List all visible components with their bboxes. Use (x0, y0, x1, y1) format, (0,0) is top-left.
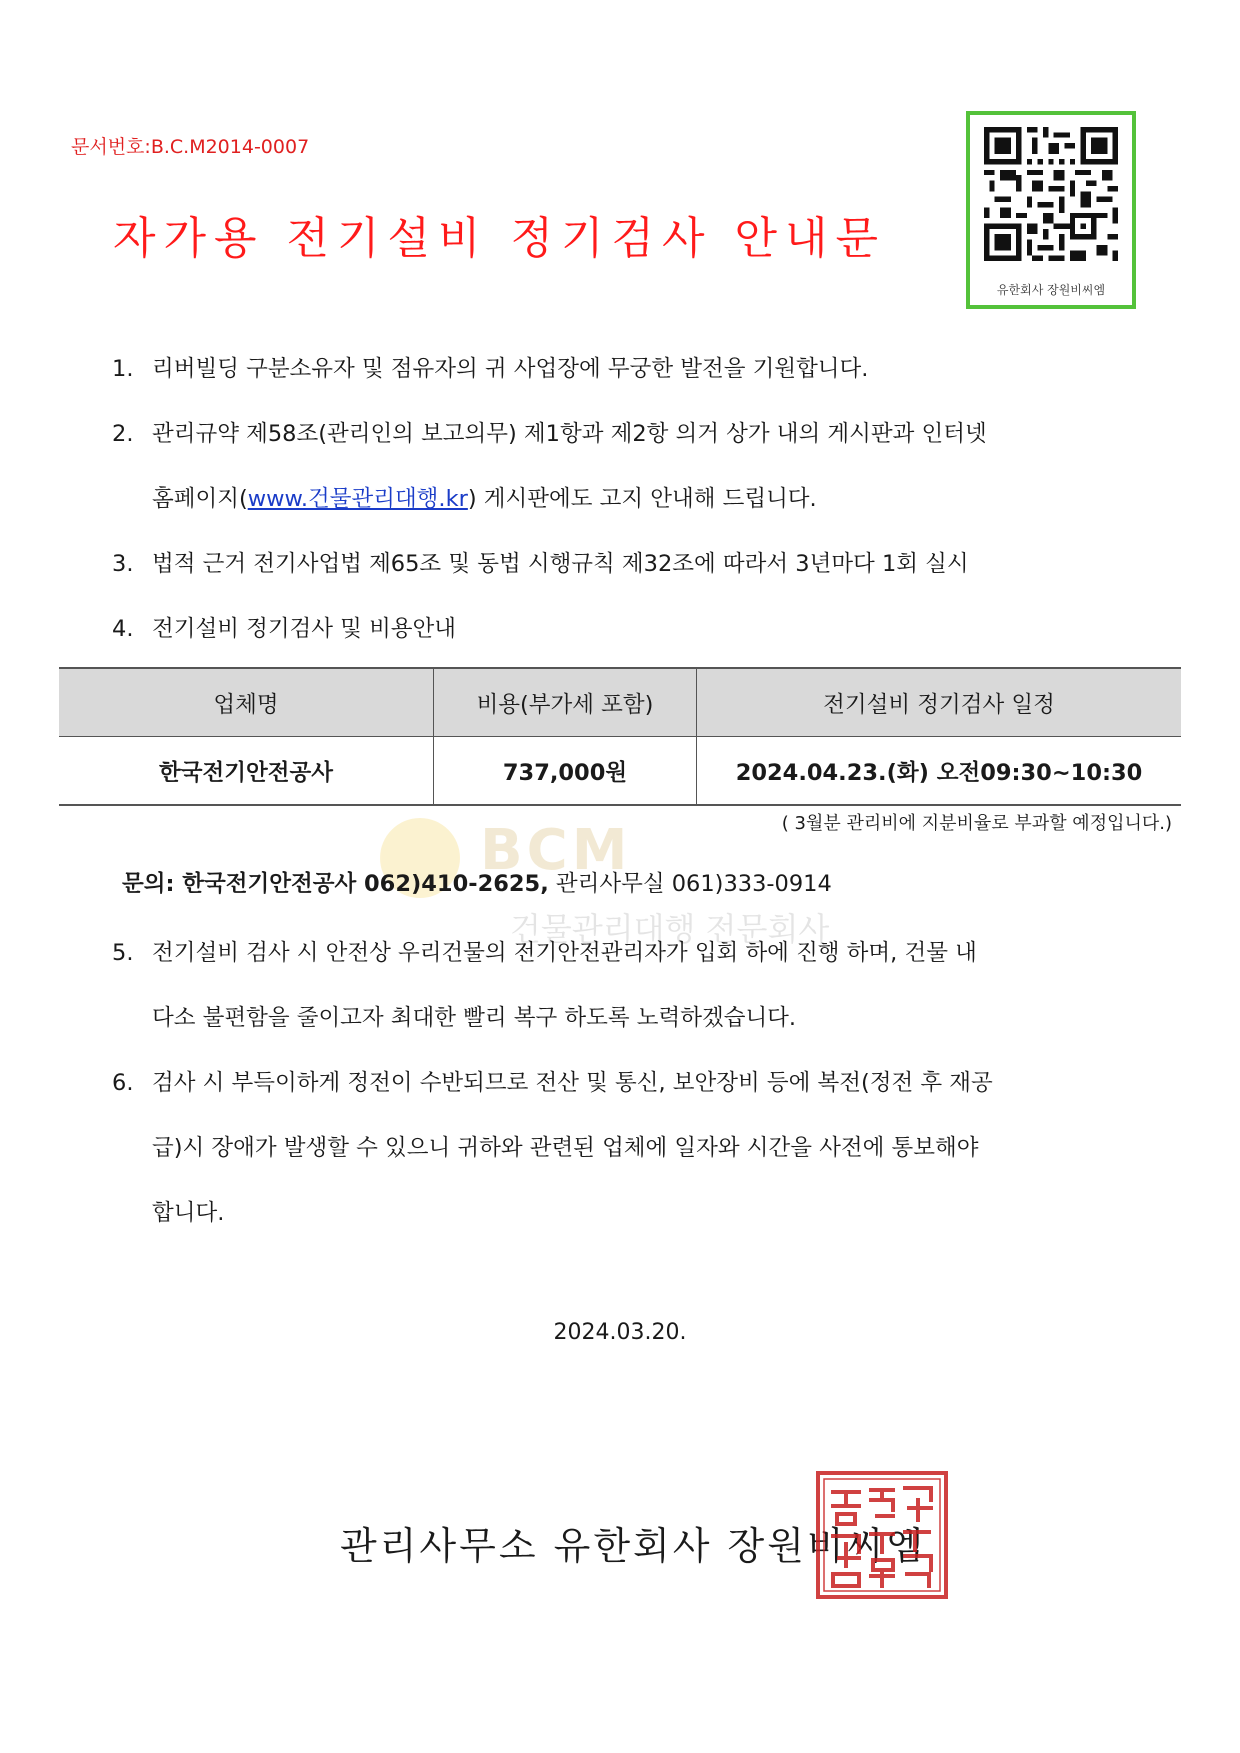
document-date: 2024.03.20. (553, 1320, 687, 1345)
table-cell: 737,000원 (434, 737, 697, 806)
list-number: 5. (112, 940, 134, 966)
table-row (59, 737, 1181, 806)
list-item (112, 416, 1182, 448)
table-header: 업체명 (59, 668, 434, 737)
list-number: 4. (112, 616, 134, 642)
table-cell: 2024.04.23.(화) 오전09:30~10:30 (697, 737, 1182, 806)
table-header-row (59, 668, 1181, 737)
qr-code-icon (984, 127, 1118, 261)
list-text: 리버빌딩 구분소유자 및 점유자의 귀 사업장에 무궁한 발전을 기원합니다. (152, 356, 869, 382)
list-item-continuation: 다소 불편함을 줄이고자 최대한 빨리 복구 하도록 노력하겠습니다. (152, 1005, 797, 1031)
list-item (112, 611, 1182, 643)
list-item (112, 1065, 1182, 1097)
list-text: 관리규약 제58조(관리인의 보고의무) 제1항과 제2항 의거 상가 내의 게시판과 인터넷 (152, 421, 987, 447)
qr-caption: 유한회사 장원비씨엠 (996, 283, 1106, 297)
list-item-continuation: 합니다. (152, 1200, 225, 1226)
inspection-table (59, 667, 1181, 806)
list-text: 검사 시 부득이하게 정전이 수반되므로 전산 및 통신, 보안장비 등에 복전(정전 후 재공 (152, 1070, 993, 1096)
list-number: 2. (112, 421, 134, 447)
signature-line: 관리사무소 유한회사 장원비씨엠 (340, 1524, 927, 1568)
list-text: 전기설비 검사 시 안전상 우리건물의 전기안전관리자가 입회 하에 진행 하며, 건물 내 (152, 940, 977, 966)
table-header: 비용(부가세 포함) (434, 668, 697, 737)
inquiry-bold: 문의: 한국전기안전공사 062)410-2625, (122, 871, 549, 897)
list-number: 3. (112, 551, 134, 577)
watermark-text: BCM (480, 818, 632, 883)
table-cell: 한국전기안전공사 (59, 737, 434, 806)
list-item (112, 351, 1182, 383)
table-note: ( 3월분 관리비에 지분비율로 부과할 예정입니다.) (781, 813, 1172, 834)
table-header: 전기설비 정기검사 일정 (697, 668, 1182, 737)
list-number: 6. (112, 1070, 134, 1096)
page-title: 자가용 전기설비 정기검사 안내문 (113, 213, 887, 264)
inquiry-rest: 관리사무실 061)333-0914 (548, 871, 832, 897)
inquiry-line (122, 866, 832, 898)
continuation-text: 홈페이지( (152, 486, 248, 512)
company-seal-icon (815, 1470, 949, 1600)
list-text: 법적 근거 전기사업법 제65조 및 동법 시행규칙 제32조에 따라서 3년마다 1회 실시 (152, 551, 969, 577)
list-item-continuation (152, 481, 817, 513)
document-number: 문서번호:B.C.M2014-0007 (71, 136, 310, 158)
list-item-continuation: 급)시 장애가 발생할 수 있으니 귀하와 관련된 업체에 일자와 시간을 사전에 통보해야 (152, 1135, 979, 1161)
list-item (112, 935, 1182, 967)
qr-code-box[interactable] (966, 111, 1136, 309)
list-text: 전기설비 정기검사 및 비용안내 (152, 616, 457, 642)
list-item (112, 546, 1182, 578)
continuation-text: ) 게시판에도 고지 안내해 드립니다. (467, 486, 817, 512)
list-number: 1. (112, 356, 134, 382)
watermark-subtitle: 건물관리대행 전문회사 (510, 910, 830, 948)
homepage-link[interactable]: www.건물관리대행.kr (247, 486, 468, 512)
